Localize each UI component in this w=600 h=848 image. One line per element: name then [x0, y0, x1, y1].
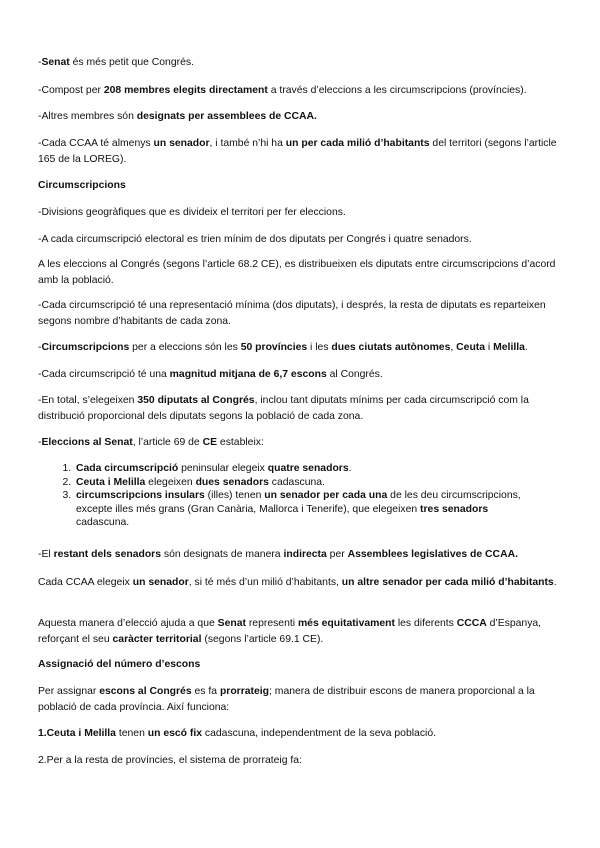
heading-assignacio: Assignació del número d’escons [38, 659, 201, 670]
paragraph-divisions: -Divisions geogràfiques que es divideix el territori per fer eleccions. [38, 207, 346, 218]
paragraph-magnitude: -Cada circumscripció té una magnitud mitjana de 6,7 escons al Congrés. [38, 369, 383, 380]
paragraph-congres-distribution: A les eleccions al Congrés (segons l’article 68.2 CE), es distribueixen els diputats entre circumscripcions d’acord amb la població. [38, 259, 556, 286]
senate-election-list [38, 462, 544, 530]
paragraph-eleccions-senat: -Eleccions al Senat, l’article 69 de CE estableix: [38, 437, 264, 448]
paragraph-equitable: Aquesta manera d’elecció ajuda a que Senat representi més equitativament les diferents CCCA d’Espanya, reforçant el seu caràcter territorial (segons l’article 69.1 CE). [38, 618, 542, 645]
heading-circumscripcions: Circumscripcions [38, 180, 126, 191]
paragraph-ceuta-melilla: 1.Ceuta i Melilla tenen un escó fix cadascuna, independentment de la seva població. [38, 728, 436, 739]
paragraph-ccaa-senator: -Cada CCAA té almenys un senador, i també n’hi ha un per cada milió d’habitants del territori (segons l’article 165 de la LOREG). [38, 138, 557, 165]
paragraph-prorrateig: Per assignar escons al Congrés es fa prorrateig; manera de distribuir escons de manera proporcional a la població de cada província. Així funciona: [38, 686, 535, 713]
paragraph-senat-members: -Compost per 208 membres elegits directament a través d’eleccions a les circumscripcions (províncies). [38, 85, 527, 96]
paragraph-circumscriptions-list: -Circumscripcions per a eleccions són les 50 províncies i les dues ciutats autònomes, Ceuta i Melilla. [38, 342, 528, 353]
paragraph-senat-size: -Senat és més petit que Congrés. [38, 57, 194, 68]
paragraph-representation: -Cada circumscripció té una representació mínima (dos diputats), i després, la resta de diputats es reparteixen segons nombre d’habitants de cada zona. [38, 300, 546, 327]
list-item: 3. circumscripcions insulars (illes) tenen un senador per cada una de les deu circumscripcions, excepte illes més grans (Gran Canària, Mallorca i Tenerife), que elegeixen tres senadors cadascuna. [74, 489, 544, 530]
paragraph-restant-senadors: -El restant dels senadors són designats de manera indirecta per Assemblees legislatives de CCAA. [38, 549, 518, 560]
list-item: 1. Cada circumscripció peninsular elegeix quatre senadors. [74, 462, 544, 476]
paragraph-ccaa-elects: Cada CCAA elegeix un senador, si té més d’un milió d’habitants, un altre senador per cada milió d’habitants. [38, 577, 557, 588]
paragraph-minimum: -A cada circumscripció electoral es trien mínim de dos diputats per Congrés i quatre senadors. [38, 234, 472, 245]
list-item: 2. Ceuta i Melilla elegeixen dues senadors cadascuna. [74, 476, 544, 490]
paragraph-resta-provincies: 2.Per a la resta de províncies, el sistema de prorrateig fa: [38, 755, 302, 766]
paragraph-other-members: -Altres membres són designats per assemblees de CCAA. [38, 111, 317, 122]
paragraph-total-diputats: -En total, s’elegeixen 350 diputats al Congrés, inclou tant diputats mínims per cada circumscripció com la distribució proporcional dels diputats segons la població de cada zona. [38, 395, 529, 422]
